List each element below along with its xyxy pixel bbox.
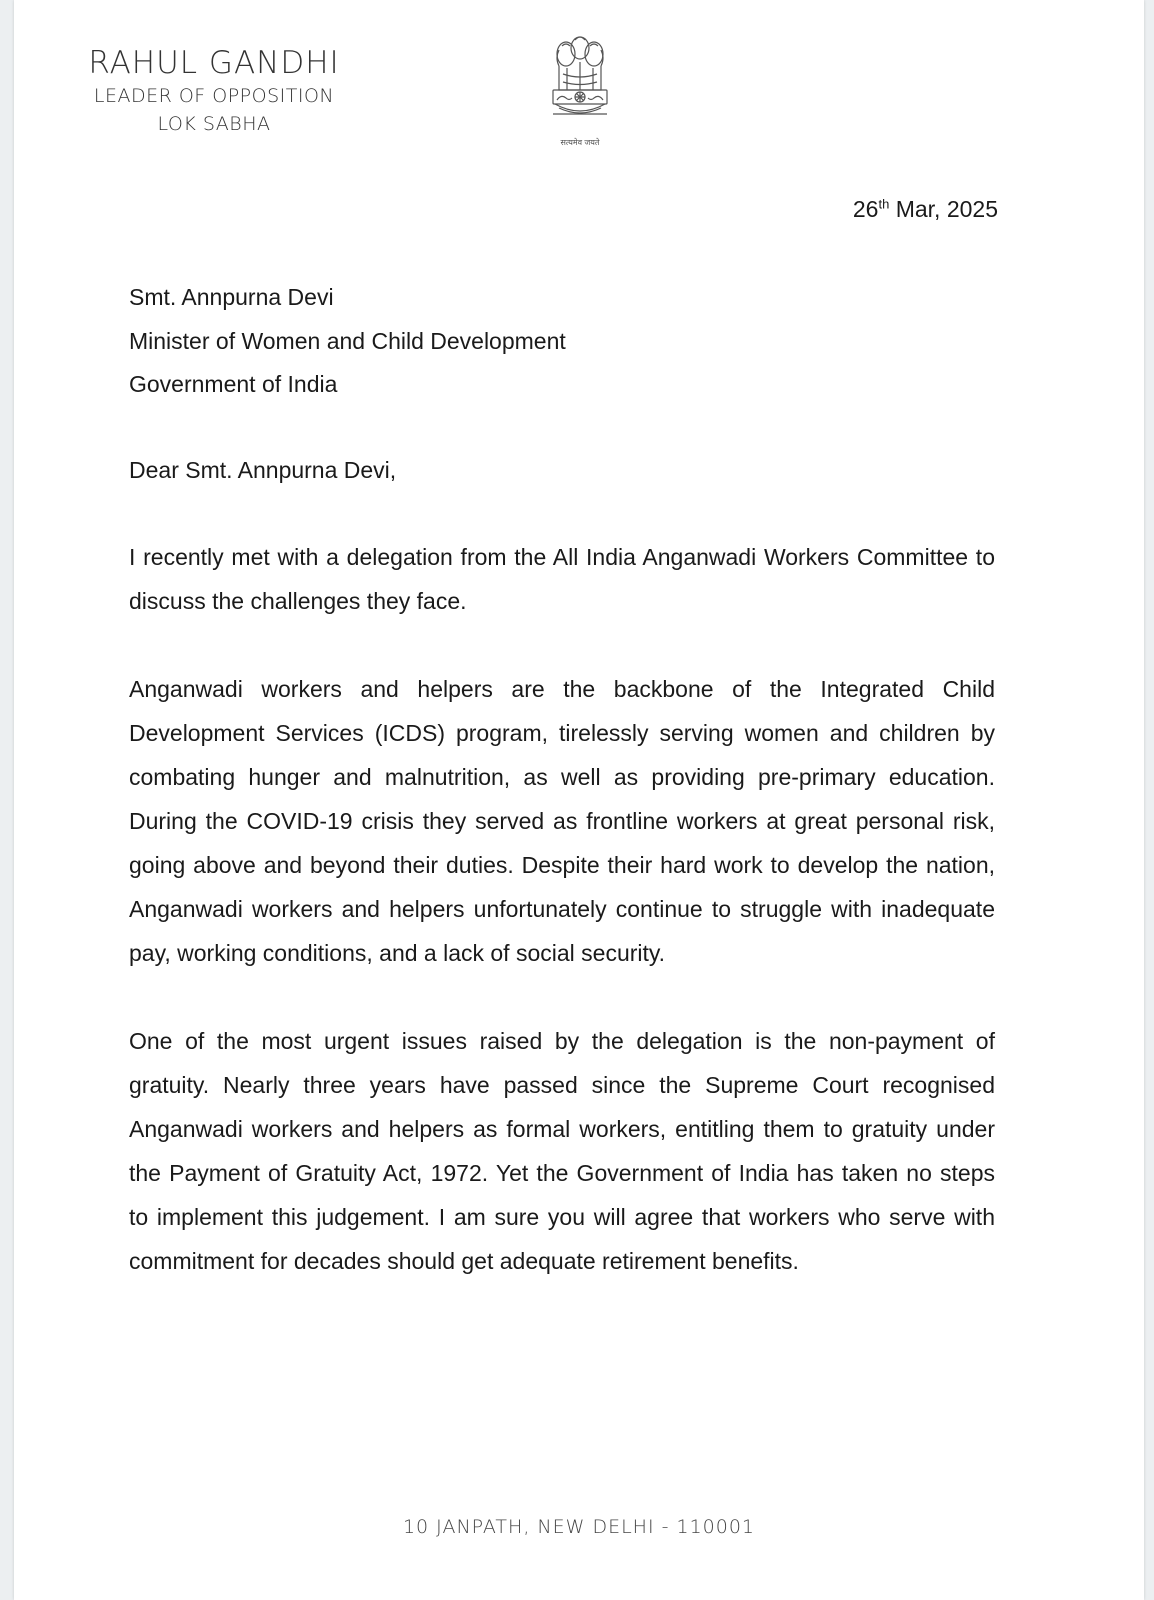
date-rest: Mar, 2025 bbox=[889, 196, 998, 222]
body-paragraph: One of the most urgent issues raised by the delegation is the non-payment of gratuity. Nearly three years have passed since the Supreme Court recognised Anganwadi workers and helpers as formal workers, entitling them to gratuity under the Payment of Gratuity Act, 1972. Yet the Government of India has taken no steps to implement this judgement. I am sure you will agree that workers who serve with commitment for decades should get adequate retirement benefits. bbox=[129, 1028, 995, 1274]
addressee-block bbox=[129, 276, 566, 407]
addressee-designation: Minister of Women and Child Development bbox=[129, 327, 566, 354]
footer-address: 10 JANPATH, NEW DELHI - 110001 bbox=[402, 1516, 756, 1538]
national-emblem-icon bbox=[545, 30, 615, 136]
date-suffix: th bbox=[878, 196, 890, 212]
emblem-motto: सत्यमेव जयते bbox=[560, 138, 600, 147]
letterhead-title: LEADER OF OPPOSITION bbox=[93, 85, 335, 107]
letterhead-name: RAHUL GANDHI bbox=[88, 45, 340, 81]
body-paragraph: Anganwadi workers and helpers are the backbone of the Integrated Child Development Services (ICDS) program, tirelessly serving women and children by combating hunger and malnutrition, as well as providing pre-primary education. During the COVID-19 crisis they served as frontline workers at great personal risk, going above and beyond their duties. Despite their hard work to develop the nation, Anganwadi workers and helpers unfortunately continue to struggle with inadequate pay, working conditions, and a lack of social security. bbox=[129, 676, 995, 966]
letterhead-house: LOK SABHA bbox=[157, 113, 271, 135]
letterhead bbox=[84, 44, 344, 138]
addressee-organisation: Government of India bbox=[129, 371, 338, 397]
letter-body bbox=[129, 535, 995, 1327]
addressee-name: Smt. Annpurna Devi bbox=[129, 284, 334, 310]
letter-page bbox=[14, 0, 1144, 1600]
letter-date bbox=[853, 196, 998, 223]
body-paragraph: I recently met with a delegation from the All India Anganwadi Workers Committee to discuss the challenges they face. bbox=[129, 544, 995, 614]
date-day: 26 bbox=[852, 196, 879, 222]
salutation: Dear Smt. Annpurna Devi, bbox=[129, 457, 397, 483]
national-emblem bbox=[540, 30, 620, 154]
